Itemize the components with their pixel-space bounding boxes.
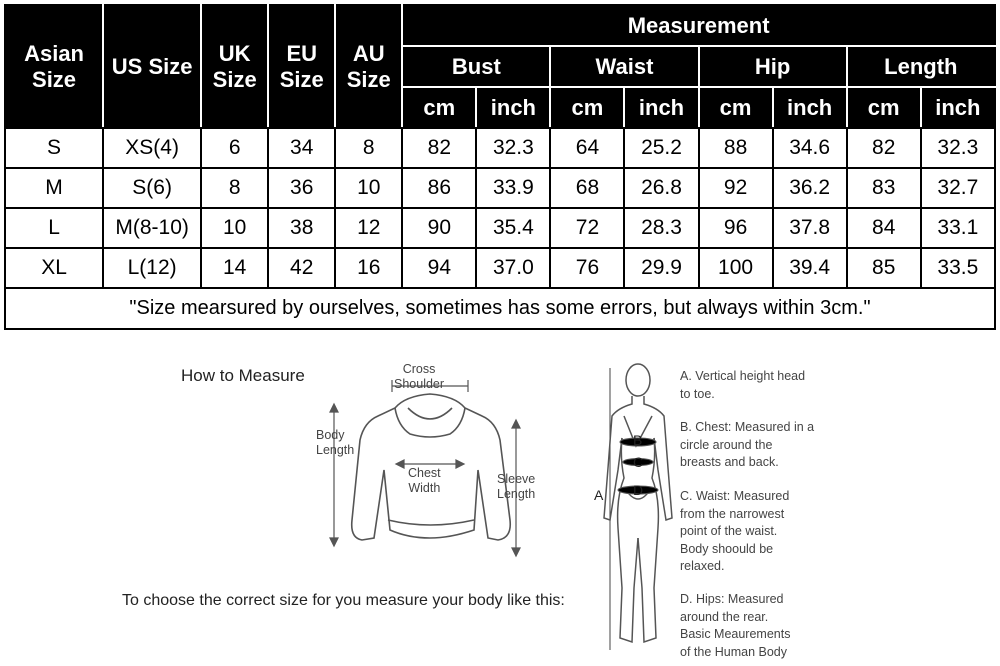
table-cell: 83: [847, 168, 921, 208]
note-a: A. Vertical height head to toe.: [680, 369, 806, 401]
table-row: [5, 168, 995, 208]
label-d: D: [633, 482, 644, 498]
table-note-row: [5, 288, 995, 329]
body-length-label: Body Length: [316, 428, 355, 457]
table-cell: 33.9: [476, 168, 550, 208]
header-unit: inch: [624, 87, 698, 128]
table-cell: S: [5, 128, 103, 168]
table-row: [5, 208, 995, 248]
table-cell: 10: [335, 168, 402, 208]
note-d: D. Hips: Measured around the rear. Basic Meaurements of the Human Body: [680, 592, 791, 659]
table-cell: 33.1: [921, 208, 995, 248]
table-cell: 38: [268, 208, 335, 248]
header-group-waist: Waist: [550, 46, 698, 87]
table-cell: 32.7: [921, 168, 995, 208]
table-cell: 39.4: [773, 248, 847, 288]
table-cell: 12: [335, 208, 402, 248]
table-cell: 37.0: [476, 248, 550, 288]
table-row: [5, 248, 995, 288]
table-cell: 8: [335, 128, 402, 168]
instruction-text: To choose the correct size for you measure your body like this:: [122, 592, 565, 609]
table-cell: 88: [699, 128, 773, 168]
table-cell: 42: [268, 248, 335, 288]
header-unit: inch: [476, 87, 550, 128]
label-b: B: [633, 432, 643, 448]
cross-shoulder-label: Cross Shoulder: [394, 362, 445, 391]
table-cell: S(6): [103, 168, 201, 208]
table-cell: 32.3: [921, 128, 995, 168]
table-cell: 82: [847, 128, 921, 168]
table-cell: 6: [201, 128, 268, 168]
header-group-length: Length: [847, 46, 995, 87]
table-cell: 36: [268, 168, 335, 208]
header-asian-size: Asian Size: [5, 5, 103, 128]
header-uk-size: UK Size: [201, 5, 268, 128]
table-cell: 32.3: [476, 128, 550, 168]
table-cell: 8: [201, 168, 268, 208]
header-unit: cm: [550, 87, 624, 128]
header-unit: inch: [773, 87, 847, 128]
table-cell: 85: [847, 248, 921, 288]
header-group-bust: Bust: [402, 46, 550, 87]
note-c: C. Waist: Measured from the narrowest point of the waist. Body shoould be relaxed.: [680, 489, 790, 573]
table-row: [5, 128, 995, 168]
table-cell: 34.6: [773, 128, 847, 168]
header-au-size: AU Size: [335, 5, 402, 128]
note-b: B. Chest: Measured in a circle around the breasts and back.: [680, 420, 815, 469]
header-unit: cm: [847, 87, 921, 128]
size-chart-table: [4, 4, 996, 330]
table-cell: 26.8: [624, 168, 698, 208]
header-measurement: Measurement: [402, 5, 995, 46]
table-cell: 100: [699, 248, 773, 288]
header-group-hip: Hip: [699, 46, 847, 87]
label-c: C: [633, 454, 644, 470]
table-cell: 86: [402, 168, 476, 208]
sleeve-length-label: Sleeve Length: [497, 472, 536, 501]
table-cell: L(12): [103, 248, 201, 288]
header-unit: cm: [402, 87, 476, 128]
table-cell: 64: [550, 128, 624, 168]
table-cell: L: [5, 208, 103, 248]
measurement-note: "Size mearsured by ourselves, sometimes has some errors, but always within 3cm.": [5, 288, 995, 329]
table-cell: 37.8: [773, 208, 847, 248]
table-cell: 33.5: [921, 248, 995, 288]
table-cell: 84: [847, 208, 921, 248]
table-cell: 25.2: [624, 128, 698, 168]
table-cell: 94: [402, 248, 476, 288]
label-a: A: [594, 487, 604, 503]
table-cell: 10: [201, 208, 268, 248]
table-cell: XL: [5, 248, 103, 288]
chest-width-label: Chest Width: [408, 466, 441, 495]
header-unit: inch: [921, 87, 995, 128]
table-cell: 96: [699, 208, 773, 248]
table-cell: 34: [268, 128, 335, 168]
table-cell: 35.4: [476, 208, 550, 248]
how-to-measure-title: How to Measure: [181, 366, 305, 385]
table-cell: XS(4): [103, 128, 201, 168]
body-figure-diagram: [596, 358, 686, 658]
header-eu-size: EU Size: [268, 5, 335, 128]
table-cell: M(8-10): [103, 208, 201, 248]
header-unit: cm: [699, 87, 773, 128]
table-cell: 28.3: [624, 208, 698, 248]
table-cell: 14: [201, 248, 268, 288]
table-cell: 68: [550, 168, 624, 208]
table-cell: 36.2: [773, 168, 847, 208]
table-cell: 76: [550, 248, 624, 288]
table-cell: M: [5, 168, 103, 208]
table-cell: 92: [699, 168, 773, 208]
table-cell: 16: [335, 248, 402, 288]
table-cell: 29.9: [624, 248, 698, 288]
table-cell: 72: [550, 208, 624, 248]
table-cell: 82: [402, 128, 476, 168]
header-us-size: US Size: [103, 5, 201, 128]
table-cell: 90: [402, 208, 476, 248]
